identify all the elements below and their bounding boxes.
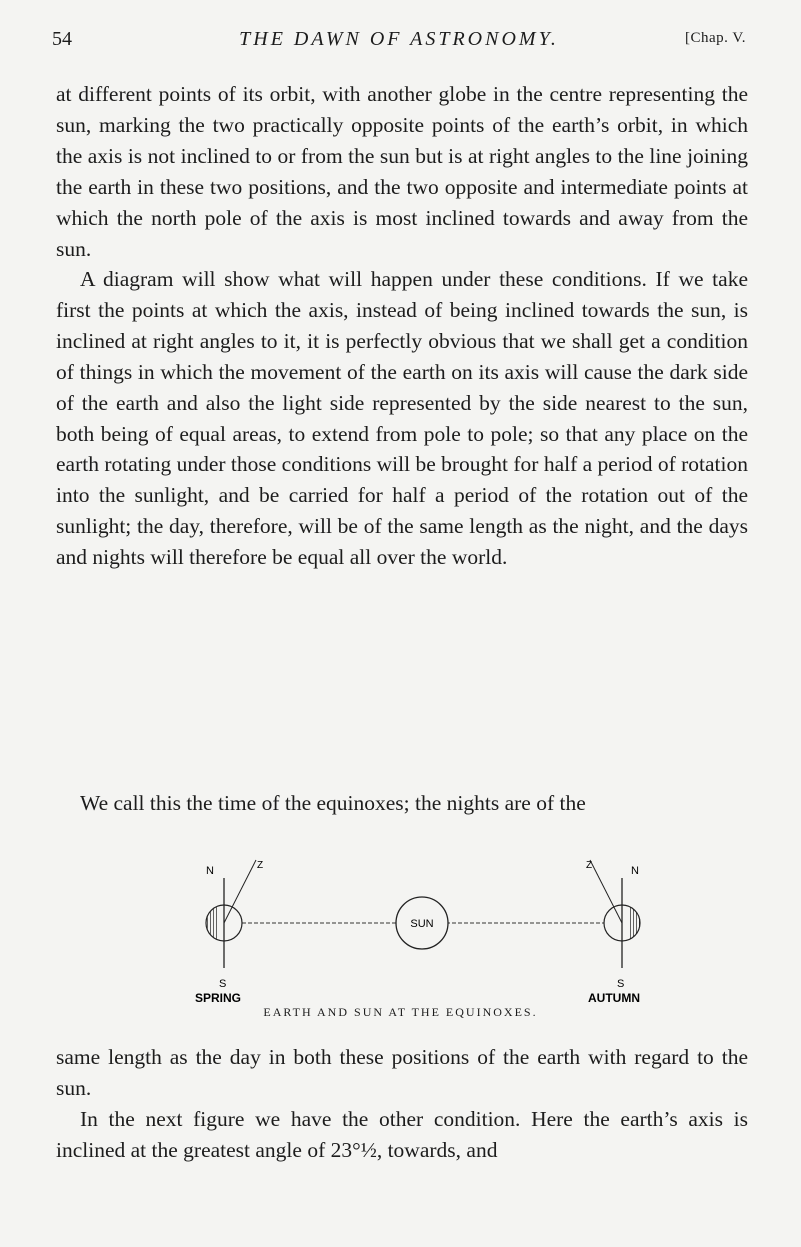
paragraph-3: We call this the time of the equinoxes; the nights are of the — [80, 791, 586, 815]
sun-label: SUN — [410, 918, 434, 930]
spring-north-label: N — [206, 865, 214, 877]
spring-label: SPRING — [195, 991, 242, 1005]
earth-spring — [195, 860, 263, 1005]
earth-autumn — [586, 860, 640, 1005]
autumn-south-label: S — [617, 978, 625, 990]
autumn-z-label: Z — [586, 860, 593, 871]
spring-z-label: Z — [257, 860, 264, 871]
paragraph-1: at different points of its orbit, with another globe in the centre representing the sun, marking the two practically opposite points of the earth’s orbit, in which the axis is not inclined to or from the sun but is at right angles to the line joining the earth in these two positions, and the two opposite and intermediate points at which the north pole of the axis is most inclined towards and away from the sun. — [56, 82, 748, 261]
running-header — [52, 28, 746, 58]
autumn-north-label: N — [631, 865, 639, 877]
page-number: 54 — [52, 28, 72, 50]
chapter-label: [Chap. V. — [684, 30, 746, 46]
autumn-label: AUTUMN — [588, 991, 640, 1005]
figure-caption: EARTH AND SUN AT THE EQUINOXES. — [263, 1005, 538, 1019]
spring-south-label: S — [219, 978, 227, 990]
paragraph-4: same length as the day in both these positions of the earth with regard to the sun. — [56, 1045, 748, 1100]
equinox-diagram — [180, 840, 680, 1010]
paragraph-5: In the next figure we have the other condition. Here the earth’s axis is inclined at the greatest angle of 23°½, towards, and — [56, 1107, 748, 1162]
running-title: THE DAWN OF ASTRONOMY. — [239, 28, 559, 50]
paragraph-2: A diagram will show what will happen under these conditions. If we take first the points at which the axis, instead of being inclined towards the sun, is inclined at right angles to it, it is perfectly obvious that we shall get a condition of things in which the movement of the earth on its axis will cause the dark side of the earth and also the light side represented by the side nearest to the sun, both being of equal areas, to extend from pole to pole; so that any place on the earth rotating under those conditions will be brought for half a period of rotation into the sunlight, and be carried for half a period of the rotation out of the sunlight; the day, therefore, will be of the same length as the night, and the days and nights will therefore be equal all over the world. — [56, 267, 748, 570]
